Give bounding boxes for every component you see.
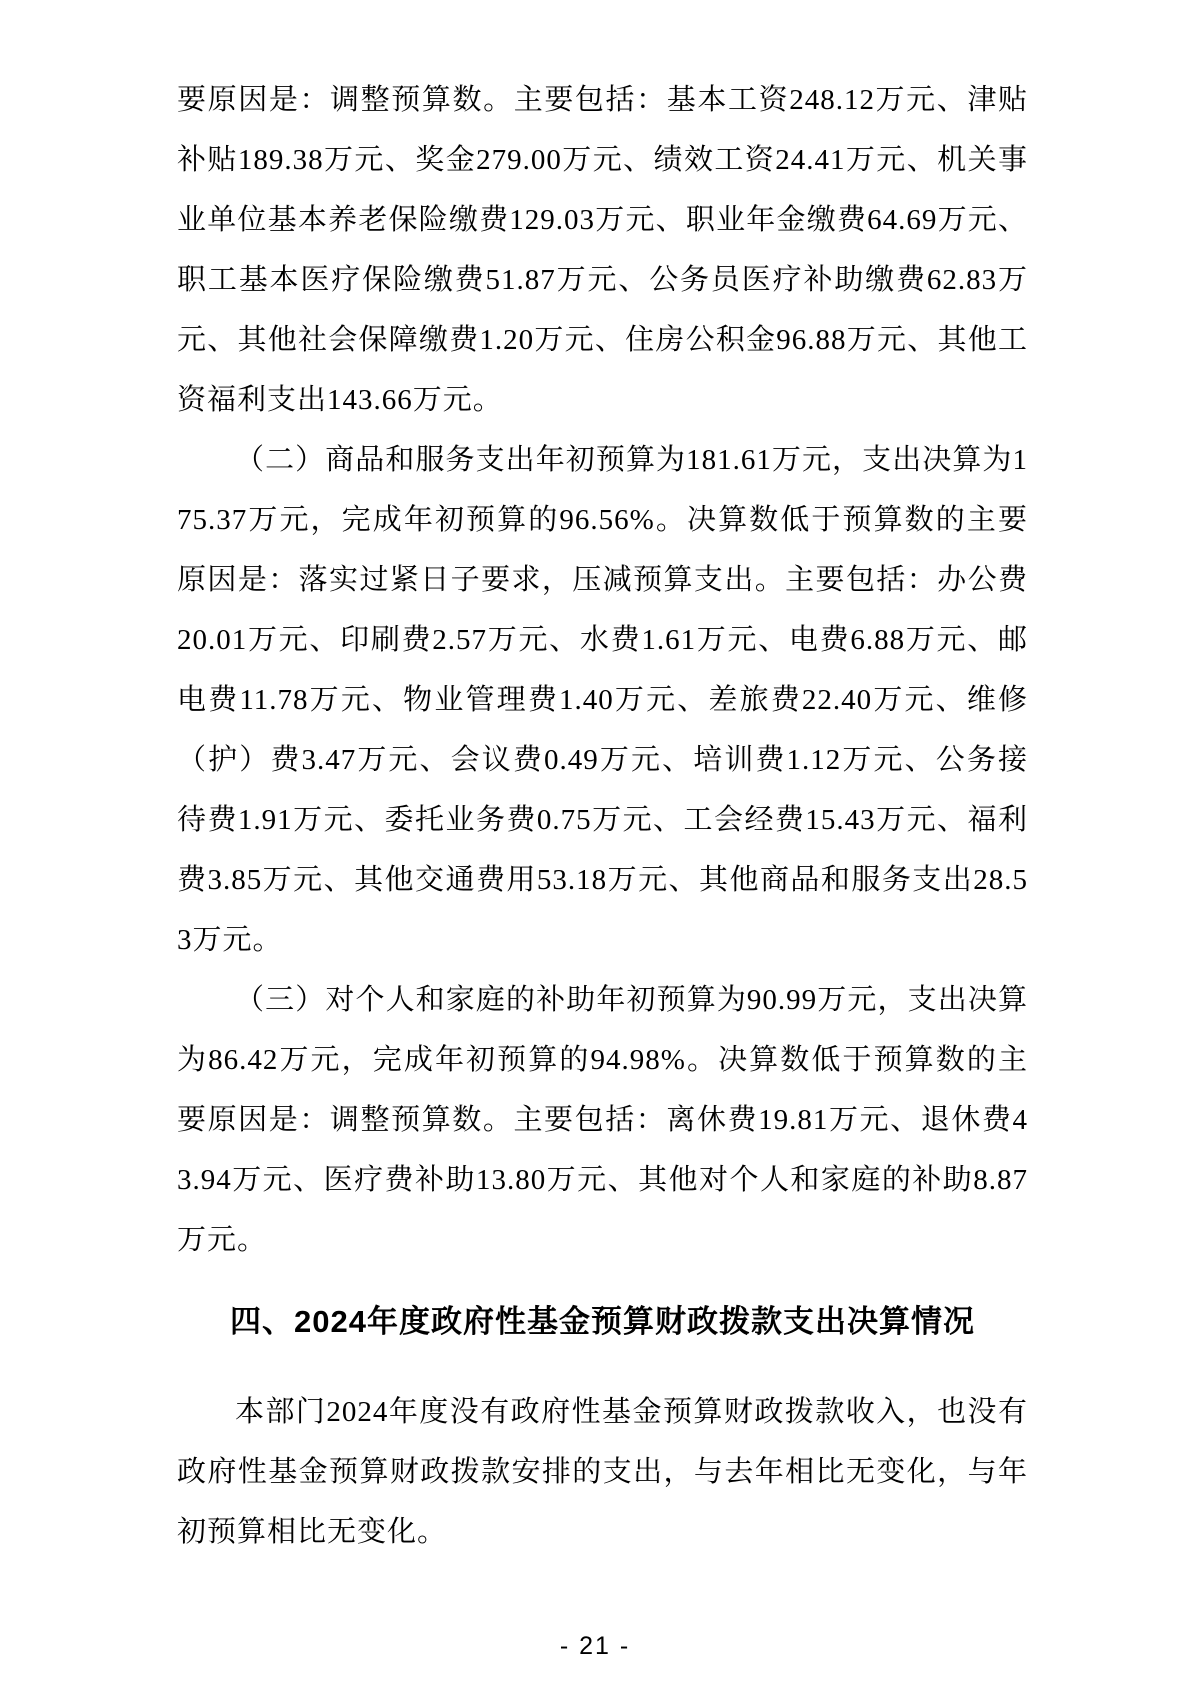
paragraph-gov-fund-note: 本部门2024年度没有政府性基金预算财政拨款收入，也没有政府性基金预算财政拨款安排的支出，与去年相比无变化，与年初预算相比无变化。 — [177, 1396, 1028, 1548]
paragraph-wage-breakdown: 要原因是：调整预算数。主要包括：基本工资248.12万元、津贴补贴189.38万元、奖金279.00万元、绩效工资24.41万元、机关事业单位基本养老保险缴费129.03万元、职业年金缴费64.69万元、职工基本医疗保险缴费51.87万元、公务员医疗补助缴费62.83万元、其他社会保障缴费1.20万元、住房公积金96.88万元、其他工资福利支出143.66万元。 — [177, 84, 1028, 416]
paragraph-individual-family-subsidy: （三）对个人和家庭的补助年初预算为90.99万元，支出决算为86.42万元，完成年初预算的94.98%。决算数低于预算数的主要原因是：调整预算数。主要包括：离休费19.81万元、退休费43.94万元、医疗费补助13.80万元、其他对个人和家庭的补助8.87万元。 — [177, 984, 1028, 1256]
document-content — [177, 70, 1028, 1562]
paragraph-goods-services: （二）商品和服务支出年初预算为181.61万元，支出决算为175.37万元，完成年初预算的96.56%。决算数低于预算数的主要原因是：落实过紧日子要求，压减预算支出。主要包括：办公费20.01万元、印刷费2.57万元、水费1.61万元、电费6.88万元、邮电费11.78万元、物业管理费1.40万元、差旅费22.40万元、维修（护）费3.47万元、会议费0.49万元、培训费1.12万元、公务接待费1.91万元、委托业务费0.75万元、工会经费15.43万元、福利费3.85万元、其他交通费用53.18万元、其他商品和服务支出28.53万元。 — [177, 444, 1028, 956]
page-number: - 21 - — [559, 1632, 631, 1660]
section-heading-gov-fund-budget: 四、2024年度政府性基金预算财政拨款支出决算情况 — [230, 1304, 975, 1339]
